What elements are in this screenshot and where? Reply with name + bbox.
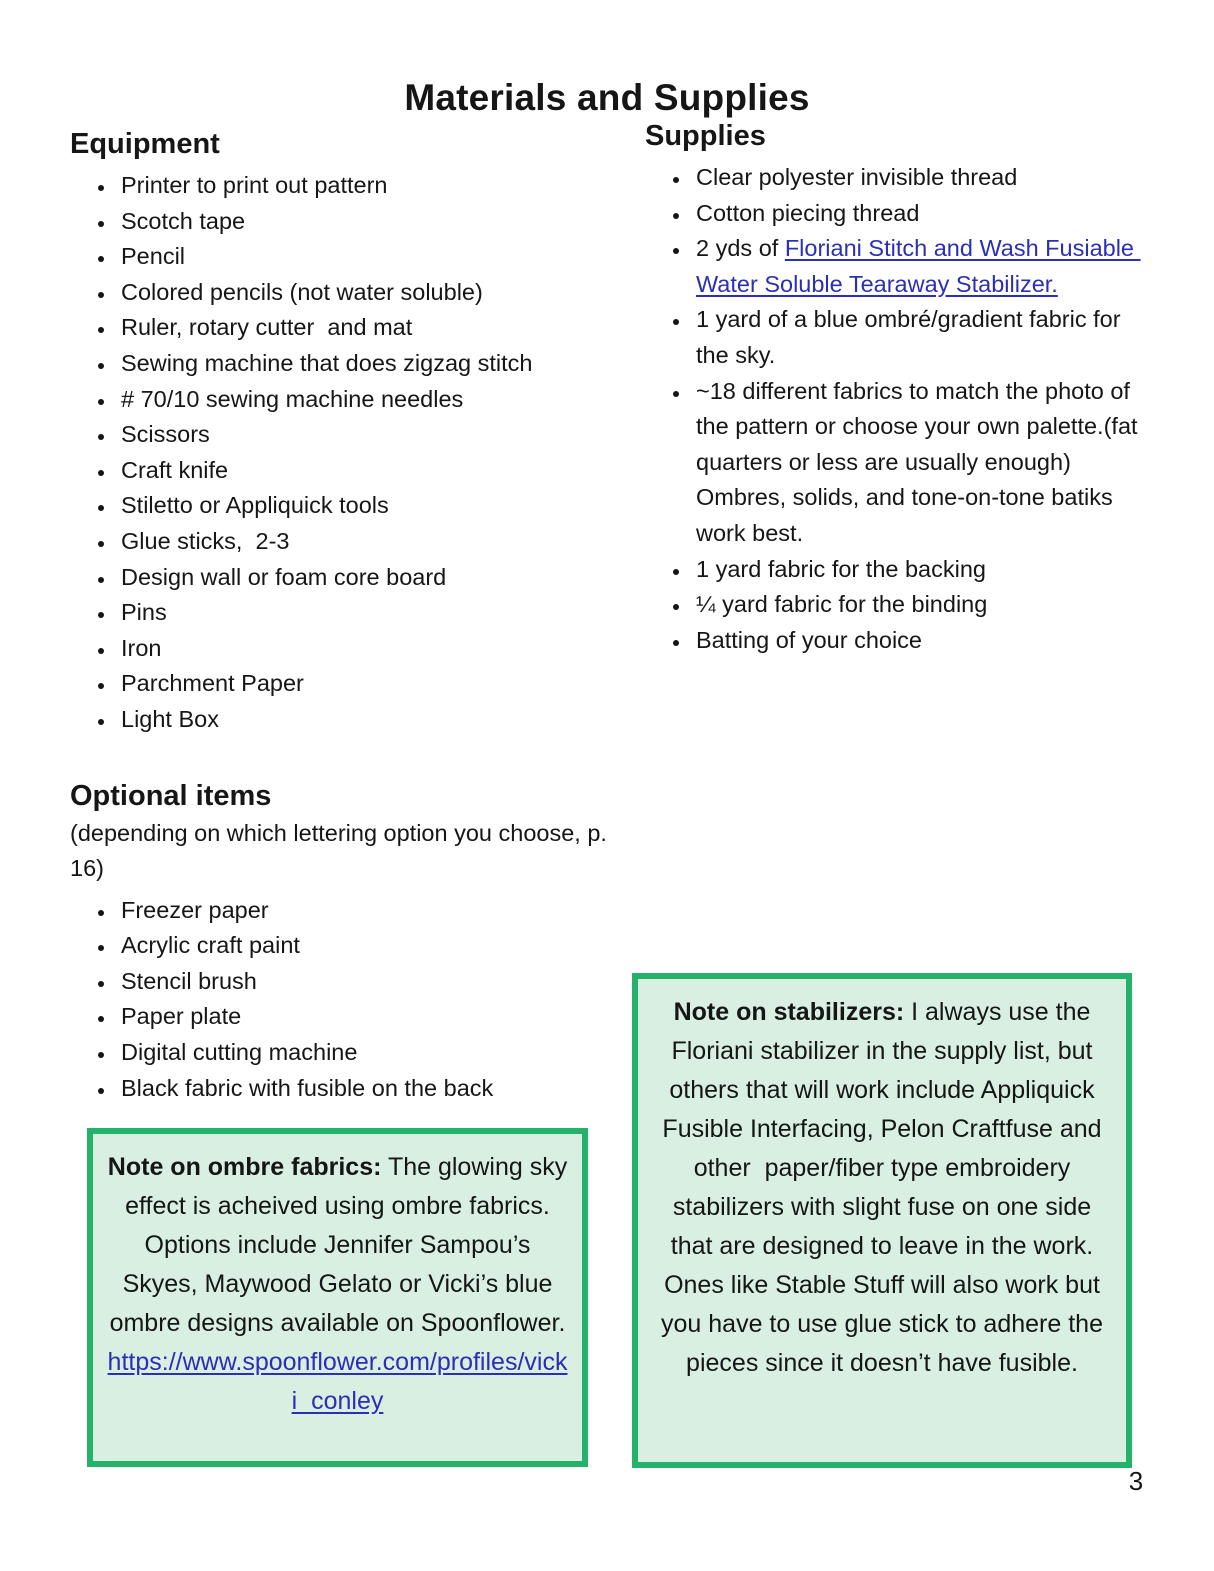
list-item: • ~18 different fabrics to match the photo of the pattern or choose your own palette.(fat quarters or less are usually enough) Ombres, solids, and tone-on-tone batiks work best. <box>691 374 1141 552</box>
list-item: • Printer to print out pattern <box>116 168 610 204</box>
list-item: • Design wall or foam core board <box>116 560 610 596</box>
list-item: • Scissors <box>116 417 610 453</box>
optional-items-heading: Optional items <box>70 779 272 812</box>
note-stabilizers-box <box>632 973 1132 1468</box>
equipment-heading: Equipment <box>70 128 220 160</box>
optional-items-note: (depending on which lettering option you choose, p. 16) <box>70 819 614 882</box>
list-item: • Stiletto or Appliquick tools <box>116 488 610 524</box>
list-item: • Colored pencils (not water soluble) <box>116 275 610 311</box>
page-title: Materials and Supplies <box>404 76 810 118</box>
list-item: • Ruler, rotary cutter and mat <box>116 310 610 346</box>
supplies-list <box>645 160 1145 658</box>
list-item: • 1 yard of a blue ombré/gradient fabric for the sky. <box>691 302 1141 373</box>
list-item: • Black fabric with fusible on the back <box>116 1071 610 1107</box>
list-item: • Sewing machine that does zigzag stitch <box>116 346 610 382</box>
list-item: • Stencil brush <box>116 964 610 1000</box>
supplies-heading: Supplies <box>645 120 766 152</box>
list-item: • Freezer paper <box>116 893 610 929</box>
note-stabilizers-lead: Note on stabilizers: <box>673 998 905 1026</box>
list-item: • Acrylic craft paint <box>116 928 610 964</box>
list-item: • Parchment Paper <box>116 666 610 702</box>
list-item: • 1 yard fabric for the backing <box>691 552 1141 588</box>
list-item: • Batting of your choice <box>691 623 1141 659</box>
list-item: • Pins <box>116 595 610 631</box>
list-item: • Light Box <box>116 702 610 738</box>
list-item: • # 70/10 sewing machine needles <box>116 382 610 418</box>
list-item: • Clear polyester invisible thread <box>691 160 1141 196</box>
page-number: 3 <box>1128 1466 1144 1496</box>
hyperlink[interactable]: Floriani Stitch and Wash Fusiable Water Soluble Tearaway Stabilizer. <box>696 235 1141 297</box>
note-ombre-lead: Note on ombre fabrics: <box>107 1153 382 1181</box>
spoonflower-profile-link[interactable]: https://www.spoonflower.com/profiles/vicki_conley <box>107 1348 568 1415</box>
note-stabilizers-body: I always use the Floriani stabilizer in the supply list, but others that will work include Appliquick Fusible Interfacing, Pelon Craftfuse and other paper/fiber type embroidery stabilizers with slight fuse on one side that are designed to leave in the work. Ones like Stable Stuff will also work but you have to use glue stick to adhere the pieces since it doesn’t have fusible. <box>661 998 1110 1377</box>
note-ombre-fabrics-box <box>87 1128 588 1467</box>
list-item: • Digital cutting machine <box>116 1035 610 1071</box>
list-item: • Pencil <box>116 239 610 275</box>
left-column <box>70 126 614 1106</box>
note-ombre-body: The glowing sky effect is acheived using ombre fabrics. Options include Jennifer Sampou’s Skyes, Maywood Gelato or Vicki’s blue ombre designs available on Spoonflower. <box>109 1153 575 1337</box>
list-item: • Glue sticks, 2-3 <box>116 524 610 560</box>
list-item: • Craft knife <box>116 453 610 489</box>
optional-items-list <box>70 893 610 1107</box>
equipment-list <box>70 168 610 738</box>
list-item: • Paper plate <box>116 999 610 1035</box>
list-item: • ¼ yard fabric for the binding <box>691 587 1141 623</box>
list-item: • Cotton piecing thread <box>691 196 1141 232</box>
list-item: • 2 yds of Floriani Stitch and Wash Fusiable Water Soluble Tearaway Stabilizer. <box>691 231 1141 302</box>
list-item: • Iron <box>116 631 610 667</box>
list-item: • Scotch tape <box>116 204 610 240</box>
right-column <box>645 118 1145 658</box>
